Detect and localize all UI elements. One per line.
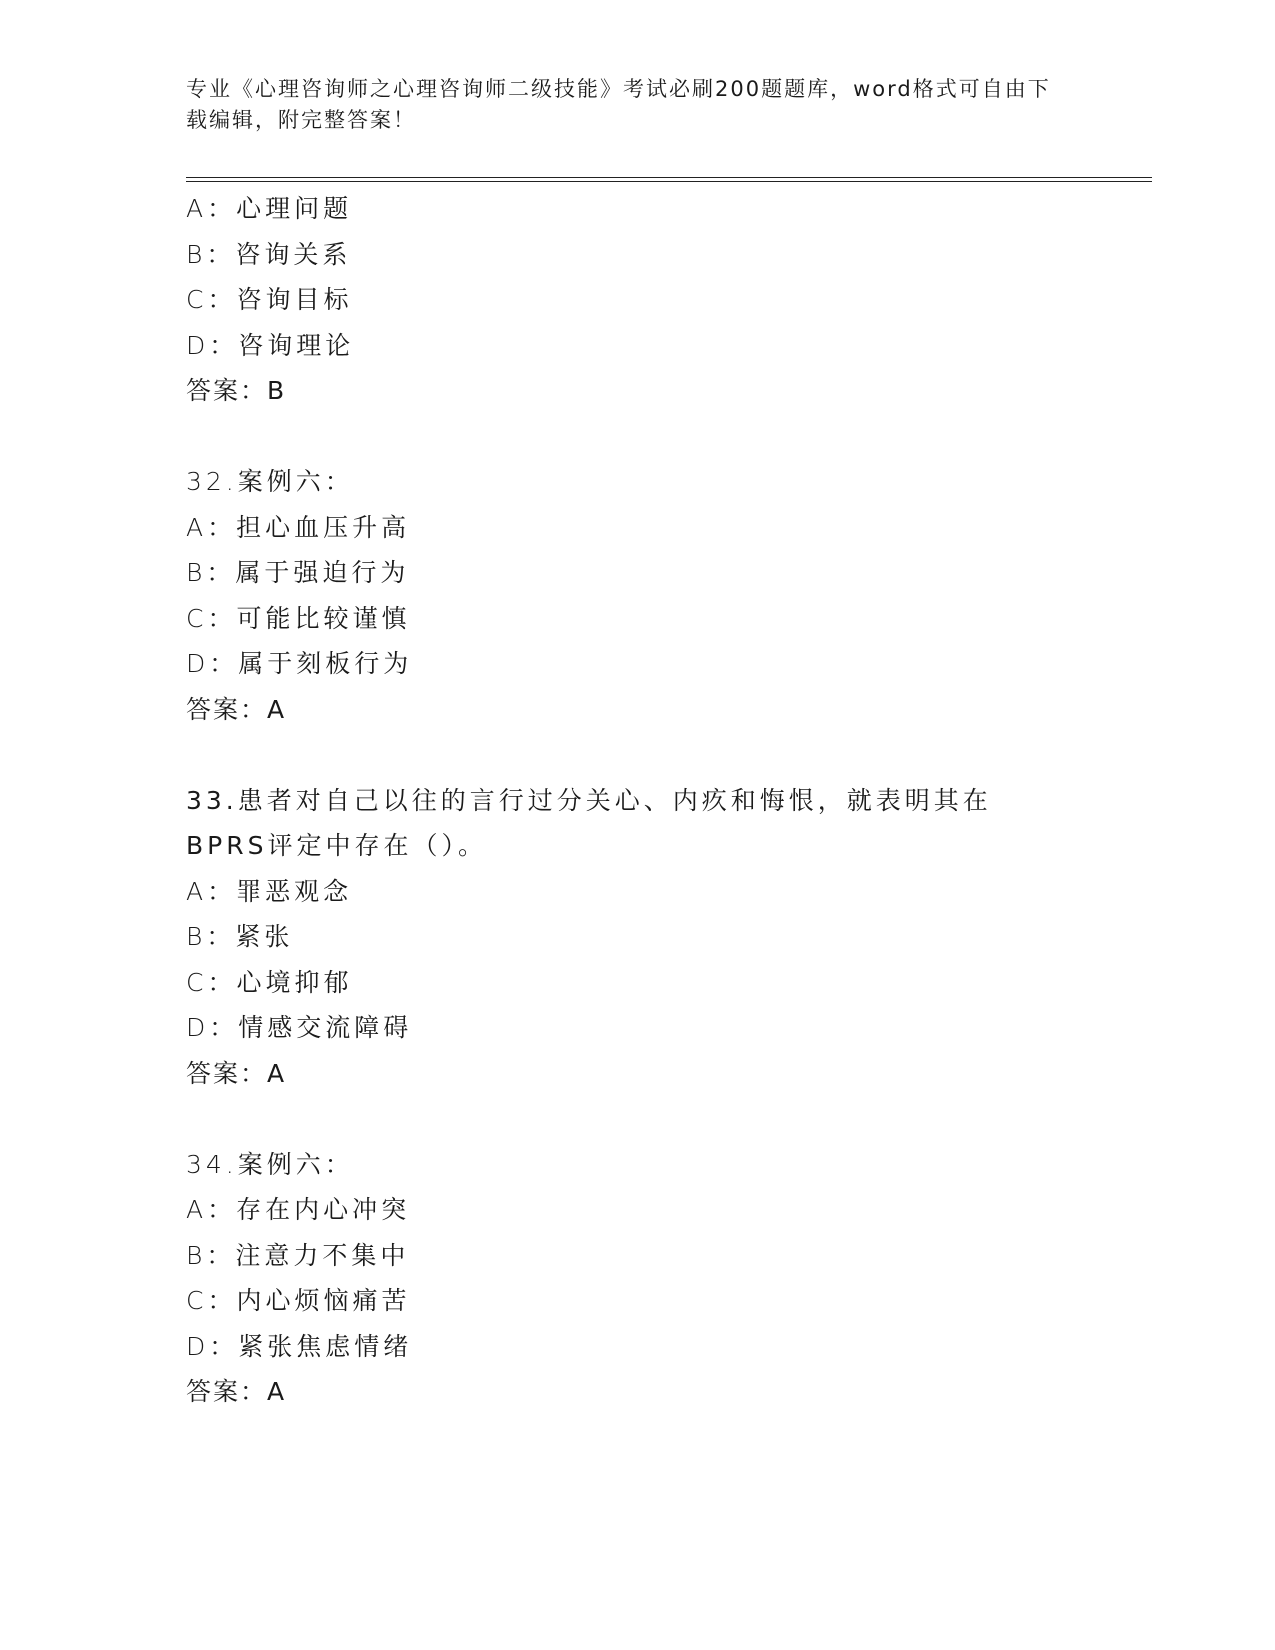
question-33 — [186, 778, 1066, 1097]
option-b: B：注意力不集中 — [186, 1240, 410, 1270]
option-d: D：紧张焦虑情绪 — [186, 1331, 413, 1361]
option-d: D：属于刻板行为 — [186, 649, 413, 678]
option-b: B：紧张 — [186, 922, 294, 951]
question-stem: 32.案例六： — [186, 467, 354, 496]
spacer — [186, 414, 1066, 460]
spacer — [186, 732, 1066, 778]
question-34 — [186, 1142, 1066, 1415]
option-c: C：咨询目标 — [186, 285, 353, 314]
spacer — [186, 1096, 1066, 1142]
option-a: A：担心血压升高 — [186, 512, 411, 542]
option-b: B：咨询关系 — [186, 239, 352, 269]
option-a: A：存在内心冲突 — [186, 1195, 411, 1224]
document-body — [186, 186, 1066, 1415]
answer-line: 答案：A — [186, 1058, 287, 1088]
option-b: B：属于强迫行为 — [186, 558, 410, 587]
option-a: A：罪恶观念 — [186, 876, 353, 906]
question-stem: 34.案例六： — [186, 1149, 354, 1179]
answer-line: 答案：A — [186, 694, 287, 724]
option-d: D：情感交流障碍 — [186, 1013, 413, 1042]
header-double-rule — [186, 177, 1152, 182]
answer-line: 答案：A — [186, 1377, 287, 1406]
document-header: 专业《心理咨询师之心理咨询师二级技能》考试必刷200题题库，word格式可自由下载编辑，附完整答案！ — [186, 77, 1051, 132]
answer-line: 答案：B — [186, 376, 287, 405]
option-a: A：心理问题 — [186, 194, 353, 223]
option-c: C：可能比较谨慎 — [186, 603, 411, 633]
question-31-continued — [186, 186, 1066, 414]
question-stem: 33.患者对自己以往的言行过分关心、内疚和悔恨，就表明其在BPRS评定中存在（）。 — [186, 785, 992, 860]
option-c: C：心境抑郁 — [186, 967, 353, 997]
option-c: C：内心烦恼痛苦 — [186, 1286, 411, 1315]
option-d: D：咨询理论 — [186, 330, 355, 360]
question-32 — [186, 459, 1066, 732]
